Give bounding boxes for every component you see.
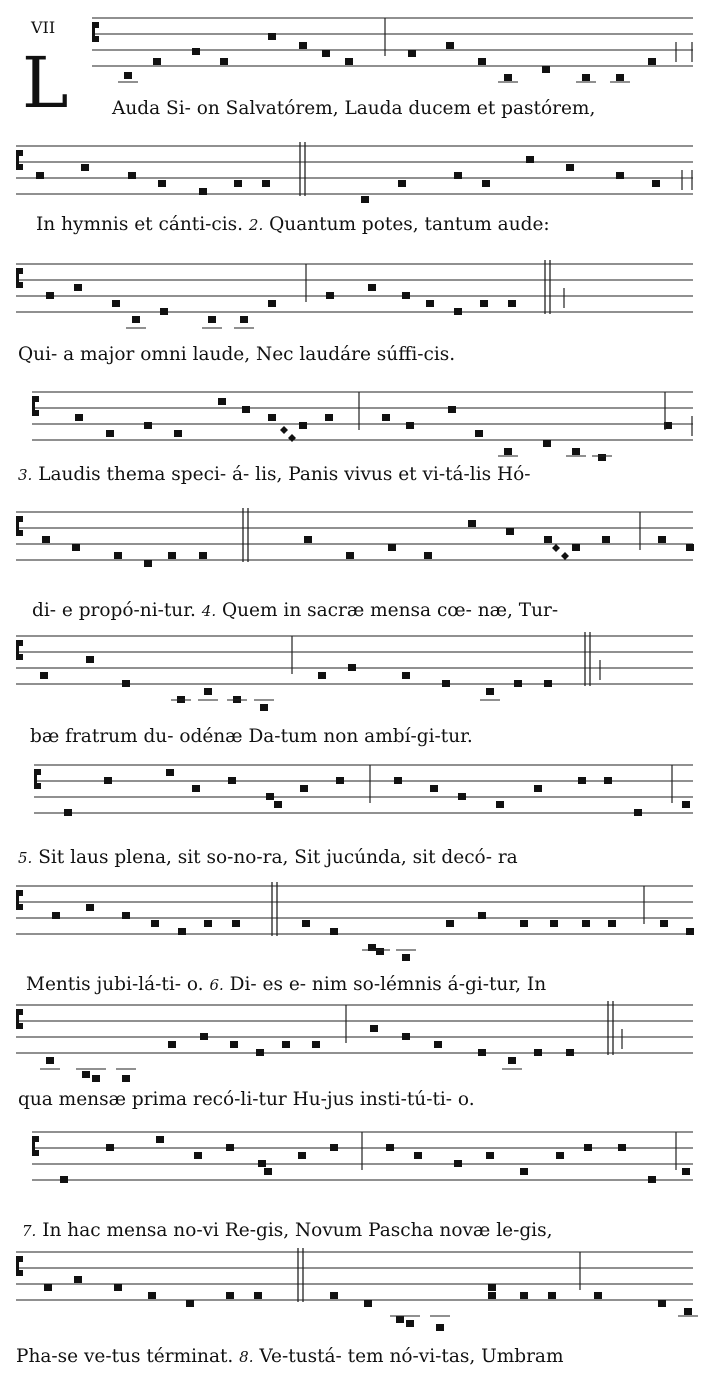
staff-system-8: [0, 886, 709, 995]
neume-note: [300, 785, 308, 792]
neume-note: [74, 1276, 82, 1283]
neume-note: [64, 809, 72, 816]
neume-note: [204, 688, 212, 695]
neume-note: [402, 1033, 410, 1040]
neume-note: [168, 552, 176, 559]
neume-note: [192, 785, 200, 792]
verse-number: 4.: [201, 602, 217, 620]
neume-note: [361, 196, 369, 203]
neume-note: [204, 920, 212, 927]
neume-note: [106, 430, 114, 437]
neume-note: [386, 1144, 394, 1151]
neume-note: [434, 1041, 442, 1048]
neume-note: [408, 50, 416, 57]
neume-note: [608, 920, 616, 927]
neume-note: [364, 1300, 372, 1307]
lyric-line-10: [22, 1220, 552, 1242]
neume-note: [274, 801, 282, 808]
lyric-text: Sit laus plena, sit so-no-ra, Sit jucúnda, sit decó- ra: [32, 847, 518, 868]
neume-note: [508, 1057, 516, 1064]
neume-note: [266, 793, 274, 800]
lyric-text: Quem in sacræ mensa cœ- næ, Tur-: [216, 600, 559, 621]
neume-note: [242, 406, 250, 413]
neume-note: [302, 920, 310, 927]
neume-note: [240, 316, 248, 323]
staff-system-2: [0, 146, 709, 246]
staff-system-10: [0, 1132, 709, 1241]
neume-note: [299, 42, 307, 49]
neume-note: [478, 912, 486, 919]
staff-system-5: [0, 512, 709, 621]
neume-note: [254, 1292, 262, 1299]
neume-note: [508, 300, 516, 307]
neume-note: [336, 777, 344, 784]
neume-note: [488, 1284, 496, 1291]
neume-note: [148, 1292, 156, 1299]
neume-note: [448, 406, 456, 413]
neume-note: [234, 180, 242, 187]
neume-diamond: [561, 552, 569, 560]
neume-note: [424, 552, 432, 559]
neume-note: [604, 777, 612, 784]
lyric-text: In hymnis et cánti-cis.: [36, 214, 249, 235]
c-clef: [32, 396, 39, 416]
neume-note: [46, 292, 54, 299]
lyric-line-4: [18, 464, 531, 486]
lyric-text: Qui- a major omni laude, Nec laudáre súffi-cis.: [18, 344, 456, 365]
neume-note: [114, 552, 122, 559]
staff-6: [0, 636, 709, 706]
neume-note: [282, 1041, 290, 1048]
neume-note: [486, 1152, 494, 1159]
neume-note: [92, 1075, 100, 1082]
neume-note: [582, 74, 590, 81]
neume-note: [256, 1049, 264, 1056]
neume-note: [199, 552, 207, 559]
staff-system-9: [0, 1005, 709, 1110]
neume-note: [128, 172, 136, 179]
neume-note: [268, 300, 276, 307]
neume-note: [220, 58, 228, 65]
neume-note: [226, 1292, 234, 1299]
neume-note: [520, 1168, 528, 1175]
neume-note: [426, 300, 434, 307]
neume-note: [402, 672, 410, 679]
lyric-line-1: [112, 98, 595, 120]
verse-number: 2.: [248, 216, 264, 234]
neume-note: [566, 164, 574, 171]
c-clef: [32, 1136, 39, 1156]
staff-3: [0, 264, 709, 334]
neume-note: [446, 42, 454, 49]
neume-note: [436, 1324, 444, 1331]
neume-note: [330, 1144, 338, 1151]
c-clef: [92, 22, 99, 42]
neume-note: [44, 1284, 52, 1291]
neume-note: [299, 422, 307, 429]
lyric-text: Quantum potes, tantum aude:: [263, 214, 550, 235]
neume-note: [660, 920, 668, 927]
neume-note: [618, 1144, 626, 1151]
neume-note: [534, 1049, 542, 1056]
neume-note: [124, 72, 132, 79]
neume-note: [394, 777, 402, 784]
c-clef: [16, 268, 23, 288]
neume-note: [534, 785, 542, 792]
neume-note: [572, 448, 580, 455]
neume-note: [144, 560, 152, 567]
neume-note: [543, 440, 551, 447]
lyric-line-8: [26, 974, 546, 996]
neume-note: [330, 928, 338, 935]
neume-note: [376, 948, 384, 955]
neume-note: [60, 1176, 68, 1183]
verse-number: 8.: [239, 1348, 254, 1366]
neume-note: [406, 422, 414, 429]
neume-note: [304, 536, 312, 543]
initial-letter: L: [22, 42, 69, 124]
neume-note: [144, 422, 152, 429]
neume-note: [174, 430, 182, 437]
neume-note: [36, 172, 44, 179]
lyric-line-7: [18, 847, 518, 869]
neume-note: [262, 180, 270, 187]
neume-note: [368, 284, 376, 291]
neume-note: [442, 680, 450, 687]
neume-note: [686, 928, 694, 935]
neume-note: [542, 66, 550, 73]
neume-note: [616, 74, 624, 81]
neume-note: [658, 1300, 666, 1307]
neume-note: [199, 188, 207, 195]
lyric-text: di- e propó-ni-tur.: [32, 600, 202, 621]
neume-note: [566, 1049, 574, 1056]
neume-note: [132, 316, 140, 323]
neume-note: [446, 920, 454, 927]
neume-note: [454, 172, 462, 179]
lyric-line-6: [30, 726, 473, 748]
neume-note: [346, 552, 354, 559]
staff-5: [0, 512, 709, 582]
neume-note: [388, 544, 396, 551]
neume-note: [52, 912, 60, 919]
neume-note: [112, 300, 120, 307]
neume-note: [406, 1320, 414, 1327]
neume-note: [104, 777, 112, 784]
neume-note: [82, 1071, 90, 1078]
neume-note: [72, 544, 80, 551]
lyric-line-11: [16, 1346, 564, 1368]
neume-note: [122, 1075, 130, 1082]
neume-note: [200, 1033, 208, 1040]
staff-1: [0, 18, 709, 88]
neume-note: [228, 777, 236, 784]
neume-note: [348, 664, 356, 671]
neume-note: [192, 48, 200, 55]
lyric-line-3: [18, 344, 455, 366]
c-clef: [16, 890, 23, 910]
neume-note: [230, 1041, 238, 1048]
staff-system-4: [0, 392, 709, 492]
staff-7: [0, 765, 709, 835]
neume-note: [114, 1284, 122, 1291]
lyric-text: In hac mensa no-vi Re-gis, Novum Pascha novæ le-gis,: [36, 1220, 553, 1241]
neume-note: [322, 50, 330, 57]
lyric-text: Laudis thema speci- á- lis, Panis vivus et vi-tá-lis Hó-: [32, 464, 531, 485]
neume-note: [458, 793, 466, 800]
neume-note: [106, 1144, 114, 1151]
neume-note: [482, 180, 490, 187]
neume-note: [648, 58, 656, 65]
neume-note: [178, 928, 186, 935]
neume-note: [478, 58, 486, 65]
neume-note: [648, 1176, 656, 1183]
neume-note: [520, 920, 528, 927]
neume-note: [402, 292, 410, 299]
neume-note: [258, 1160, 266, 1167]
neume-note: [268, 414, 276, 421]
neume-note: [544, 680, 552, 687]
neume-note: [122, 680, 130, 687]
neume-note: [398, 180, 406, 187]
neume-note: [682, 1168, 690, 1175]
neume-note: [74, 284, 82, 291]
neume-note: [504, 74, 512, 81]
staff-9: [0, 1005, 709, 1075]
lyric-line-9: [18, 1089, 475, 1111]
neume-note: [160, 308, 168, 315]
c-clef: [16, 1256, 23, 1276]
staff-system-1: [0, 18, 709, 128]
neume-note: [496, 801, 504, 808]
neume-note: [264, 1168, 272, 1175]
neume-diamond: [288, 434, 296, 442]
c-clef: [16, 516, 23, 536]
lyric-text: Pha-se ve-tus términat.: [16, 1346, 240, 1367]
neume-note: [430, 785, 438, 792]
neume-note: [582, 920, 590, 927]
neume-note: [218, 398, 226, 405]
neume-note: [168, 1041, 176, 1048]
neume-note: [556, 1152, 564, 1159]
neume-note: [396, 1316, 404, 1323]
neume-note: [468, 520, 476, 527]
verse-number: 6.: [209, 976, 224, 994]
neume-note: [46, 1057, 54, 1064]
lyric-text: qua mensæ prima recó-li-tur Hu-jus insti-tú-ti- o.: [18, 1089, 475, 1110]
neume-note: [598, 454, 606, 461]
staff-system-6: [0, 636, 709, 747]
neume-note: [151, 920, 159, 927]
neume-note: [578, 777, 586, 784]
staff-10: [0, 1132, 709, 1202]
neume-note: [370, 1025, 378, 1032]
neume-note: [86, 904, 94, 911]
neume-note: [584, 1144, 592, 1151]
staff-system-11: [0, 1252, 709, 1367]
neume-note: [684, 1308, 692, 1315]
neume-note: [42, 536, 50, 543]
c-clef: [16, 1009, 23, 1029]
neume-note: [658, 536, 666, 543]
neume-note: [318, 672, 326, 679]
neume-note: [616, 172, 624, 179]
staff-11: [0, 1252, 709, 1322]
lyric-line-2: [36, 214, 550, 236]
neume-note: [520, 1292, 528, 1299]
neume-note: [326, 292, 334, 299]
neume-note: [414, 1152, 422, 1159]
neume-diamond: [552, 544, 560, 552]
neume-note: [504, 448, 512, 455]
neume-note: [75, 414, 83, 421]
c-clef: [16, 150, 23, 170]
neume-note: [686, 544, 694, 551]
neume-note: [81, 164, 89, 171]
lyric-text: bæ fratrum du- odénæ Da-tum non ambí-gi-tur.: [30, 726, 473, 747]
lyric-text: Mentis jubi-lá-ti- o.: [26, 974, 210, 995]
neume-note: [550, 920, 558, 927]
verse-number: 3.: [18, 466, 33, 484]
lyric-line-5: [32, 600, 558, 622]
verse-number: 7.: [22, 1222, 37, 1240]
staff-system-3: [0, 264, 709, 364]
neume-note: [312, 1041, 320, 1048]
neume-note: [40, 672, 48, 679]
neume-note: [330, 1292, 338, 1299]
neume-note: [652, 180, 660, 187]
staff-8: [0, 886, 709, 956]
verse-number: 5.: [18, 849, 33, 867]
neume-note: [325, 414, 333, 421]
neume-note: [226, 1144, 234, 1151]
neume-note: [345, 58, 353, 65]
c-clef: [16, 640, 23, 660]
neume-note: [158, 180, 166, 187]
neume-note: [548, 1292, 556, 1299]
neume-note: [506, 528, 514, 535]
neume-note: [602, 536, 610, 543]
neume-note: [514, 680, 522, 687]
lyric-text: Ve-tustá- tem nó-vi-tas, Umbram: [253, 1346, 564, 1367]
neume-note: [526, 156, 534, 163]
neume-note: [682, 801, 690, 808]
staff-2: [0, 146, 709, 216]
lyric-text: Auda Si- on Salvatórem, Lauda ducem et pastórem,: [112, 98, 596, 119]
staff-system-7: [0, 765, 709, 868]
neume-note: [156, 1136, 164, 1143]
neume-note: [488, 1292, 496, 1299]
neume-note: [153, 58, 161, 65]
neume-note: [480, 300, 488, 307]
neume-note: [260, 704, 268, 711]
neume-note: [475, 430, 483, 437]
neume-note: [402, 954, 410, 961]
neume-note: [298, 1152, 306, 1159]
neume-note: [194, 1152, 202, 1159]
neume-note: [268, 33, 276, 40]
neume-note: [208, 316, 216, 323]
staff-4: [0, 392, 709, 462]
neume-note: [454, 1160, 462, 1167]
lyric-text: Di- es e- nim so-lémnis á-gi-tur, In: [223, 974, 547, 995]
neume-diamond: [280, 426, 288, 434]
neume-note: [166, 769, 174, 776]
neume-note: [186, 1300, 194, 1307]
neume-note: [634, 809, 642, 816]
neume-note: [572, 544, 580, 551]
neume-note: [382, 414, 390, 421]
neume-note: [122, 912, 130, 919]
c-clef: [34, 769, 41, 789]
neume-note: [478, 1049, 486, 1056]
neume-note: [232, 920, 240, 927]
neume-note: [594, 1292, 602, 1299]
neume-note: [454, 308, 462, 315]
mode-number: VII: [31, 18, 56, 37]
neume-note: [86, 656, 94, 663]
neume-note: [544, 536, 552, 543]
neume-note: [486, 688, 494, 695]
